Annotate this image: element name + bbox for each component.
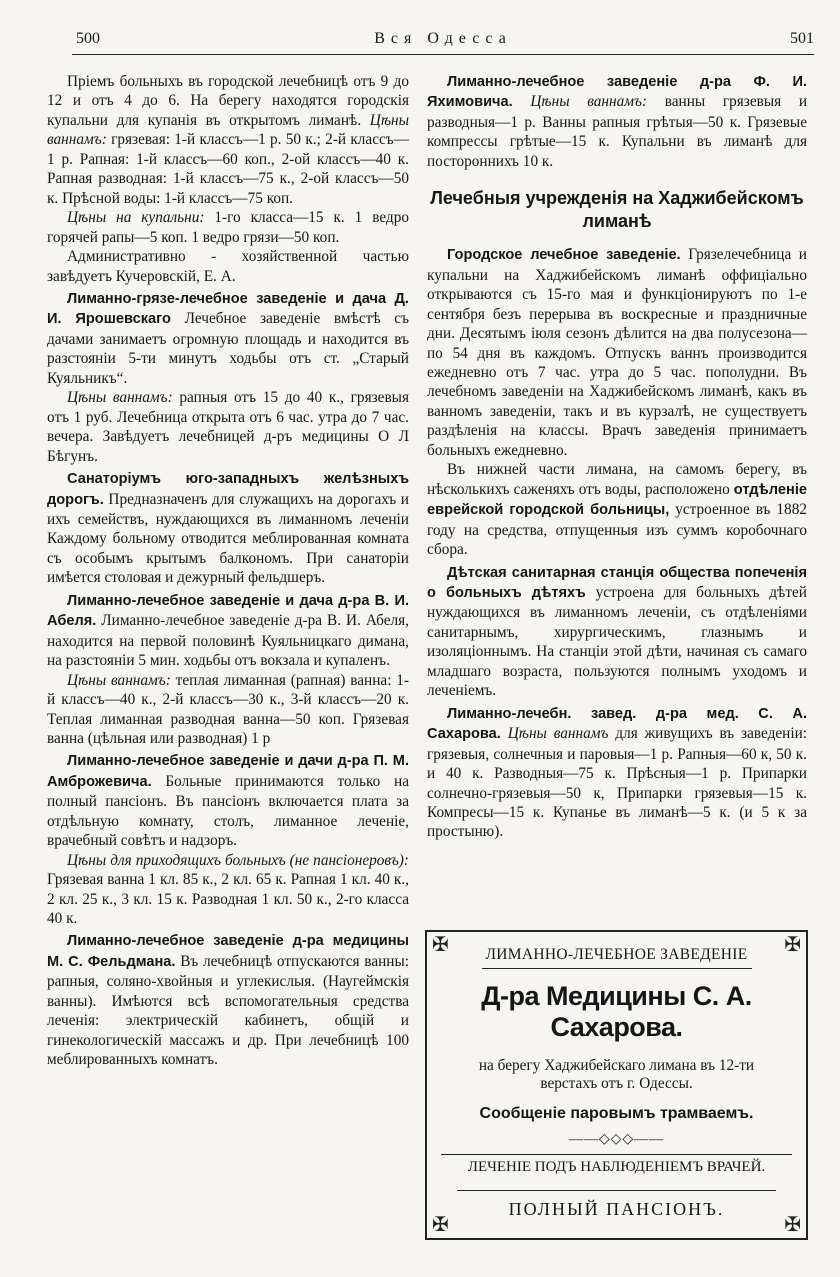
- entry-abel-prices: Цѣны ваннамъ: теплая лиманная (рапная) ванна: 1-й классъ—40 к., 2-й классъ—30 к., 3-й классъ—20 к. Теплая лиманная разводная ванна—50 коп. Грязевая ванна (цѣльная или разводная) 1 р: [47, 671, 410, 747]
- entry-ambrozhevich-prices: Цѣны для приходящихъ больныхъ (не пансіонеровъ): Грязевая ванна 1 кл. 85 к., 2 кл. 65 к. Рапная 1 кл. 40 к., 2 кл. 25 к., 3 кл. 15 к. Разводная 1 кл. 50 к., 2-го класса 40 к.: [47, 851, 409, 928]
- ad-headline: Д-ра Медицины С. А. Сахарова.: [481, 981, 752, 1042]
- entry-yakhimovich: Лиманно-лечебное заведеніе д-ра Ф. И. Яхимовича. Цѣны ваннамъ: ванны грязевыя и разводныя—1 р. Ванны рапныя грѣтыя—50 к. Грязевые компрессы грѣтые—15 к. Купальни въ лиманѣ для постороннихъ 10 к.: [427, 74, 808, 170]
- paragraph-admission: Пріемъ больныхъ въ городской лечебницѣ отъ 9 до 12 и отъ 4 до 6. На берегу находятся городскія купальни для купанія въ открытомъ лиманѣ. Цѣны ваннамъ: грязевая: 1-й классъ—1 р. 50 к.; 2-й классъ—1 р. Рапная: 1-й классъ—60 коп., 2-ой классъ—40 к. Рапная разводная: 1-й классъ—75 к., 2-ой классъ—50 к. Прѣсной воды: 1-й классъ—75 коп.: [47, 73, 409, 207]
- entry-title: Санаторіумъ юго-западныхъ желѣзныхъ дорогъ.: [47, 471, 409, 508]
- ornament-divider-icon: ——◇◇◇——: [568, 1132, 665, 1147]
- entry-sakharov: Лиманно-лечебн. завед. д-ра мед. С. А. Сахарова. Цѣны ваннамъ для живущихъ въ заведеніи: грязевыя, солнечныя и паровыя—1 р. Рапныя—60 к, 50 к. и 40 к. Разводныя—75 к. Прѣсныя—1 р. Припарки солнечно-грязевыя—50 к, Припарки грязевыя—15 к. Компресы—15 к. Купанье въ лиманѣ—5 к. (и 5 к за простыню).: [427, 705, 808, 841]
- corner-ornament-icon: ✠: [784, 1214, 801, 1236]
- ad-top-line: ЛИМАННО-ЛЕЧЕБНОЕ ЗАВЕДЕНІЕ: [482, 946, 752, 969]
- entry-feldman: Лиманно-лечебное заведеніе д-ра медицины М. С. Фельдмана. Въ лечебницѣ отпускаются ванны: рапныя, соляно-хвойныя и углекислыя. (Наугеймскія ванны). Имѣются всѣ вспомогательныя средства леченія: электрическій кабинетъ, общій и гинекологическій массажъ и др. При лечебницѣ 100 меблированныхъ комнатъ.: [47, 933, 410, 1069]
- entry-city-institution: Городское лечебное заведеніе. Грязелечебница и купальни на Хаджибейскомъ лиманѣ оффиціально открываются съ 15-го мая и функціонируютъ по 1-е сентября безъ перерыва въ воскресные и праздничные дни. Десятымъ іюля сезонъ дѣлится на два полусезона—по 54 дня въ каждомъ. Отпускъ ваннъ производится ежедневно отъ 7 час. утра до 5 час. пополудни. Въ лечебномъ заведеніи на Хаджибейскомъ лиманѣ, какъ въ ванномъ заведеніи, такъ и въ курзалѣ, не существуетъ раздѣленія на классы. Врачъ заведенія принимаетъ больныхъ ежедневно.: [427, 246, 807, 459]
- paragraph-bathhouse-prices: Цѣны на купальни: 1-го класса—15 к. 1 ведро горячей рапы—5 коп. 1 ведро грязи—50 коп.: [47, 209, 410, 246]
- entry-jewish-hospital: Въ нижней части лимана, на самомъ берегу, въ нѣсколькихъ саженяхъ отъ воды, расположено отдѣленіе еврейской городской больницы, устроенное въ 1882 году на средства, отпущенныя изъ суммъ коробочнаго сбора.: [427, 461, 807, 559]
- entry-title: Лиманно-лечебное заведеніе д-ра Ф. И. Яхимовича.: [427, 74, 807, 111]
- entry-title: Лиманно-лечебное заведеніе и дача д-ра В. И. Абеля.: [47, 592, 409, 630]
- entry-sanatorium: Санаторіумъ юго-западныхъ желѣзныхъ дорогъ. Предназначенъ для служащихъ на дорогахъ и ихъ семействъ, нуждающихся въ лиманномъ леченіи Каждому больному отводится меблированная комната съ особымъ крытымъ балкономъ. При санаторіи имѣется столовая и дежурный фельдшеръ.: [47, 471, 409, 587]
- paragraph-administration: Административно - хозяйственной частью завѣдуетъ Кучеровскій, Е. А.: [47, 248, 409, 285]
- entry-title: Лиманно-грязе-лечебное заведеніе и дача Д. И. Ярошевскаго: [47, 290, 409, 328]
- sakharov-advertisement: [425, 930, 808, 1240]
- ad-communication: Сообщеніе паровымъ трамваемъ.: [479, 1105, 754, 1122]
- page-header: [72, 30, 814, 55]
- entry-abel: Лиманно-лечебное заведеніе и дача д-ра В. И. Абеля. Лиманно-лечебное заведеніе д-ра В. И. Абеля, находится на первой половинѣ Куяльницкаго димана, на разстояніи 5 мин. ходьбы отъ вокзала и купаленъ.: [47, 592, 409, 670]
- page-number-left: 500: [76, 30, 100, 47]
- entry-title: Лиманно-лечебн. завед. д-ра мед. С. А. Сахарова.: [427, 705, 807, 743]
- entry-yaroshevsky: Лиманно-грязе-лечебное заведеніе и дача Д. И. Ярошевскаго Лечебное заведеніе вмѣстѣ съ дачами занимаетъ огромную площадь и находится въ разстояніи 5-ти минутъ ходьбы отъ ст. „Старый Куяльникъ“.: [47, 290, 409, 387]
- ad-treatment: ЛЕЧЕНІЕ ПОДЪ НАБЛЮДЕНІЕМЪ ВРАЧЕЙ.: [441, 1154, 792, 1176]
- entry-title: Дѣтская санитарная станція общества попеченія о больныхъ дѣтяхъ: [427, 564, 807, 601]
- section-heading: Лечебныя учрежденія на Хаджибейскомъ лиманѣ: [430, 188, 804, 232]
- left-column: [47, 72, 409, 1070]
- running-title: Вся Одесса: [374, 30, 512, 47]
- entry-yaroshevsky-prices: Цѣны ваннамъ: рапныя отъ 15 до 40 к., грязевыя отъ 1 руб. Лечебница открыта отъ 6 час. утра до 7 час. вечера. Завѣдуетъ лечебницей д-ръ медицины О Л Бѣгунъ.: [47, 389, 409, 465]
- entry-title: Городское лечебное заведеніе.: [447, 247, 681, 264]
- entry-title: Лиманно-лечебное заведеніе д-ра медицины М. С. Фельдмана.: [47, 933, 409, 970]
- ad-location: на берегу Хаджибейскаго лимана въ 12-ти верстахъ отъ г. Одессы.: [478, 1057, 755, 1092]
- entry-title: Лиманно-лечебное заведеніе и дачи д-ра П. М. Амброжевича.: [47, 753, 409, 790]
- entry-ambrozhevich: Лиманно-лечебное заведеніе и дачи д-ра П. М. Амброжевича. Больные принимаются только на полный пансіонъ. Въ пансіонъ включается плата за отдѣльную комнату, столъ, лиманное леченіе, врачебный совѣтъ и надзоръ.: [47, 753, 409, 850]
- page-number-right: 501: [790, 30, 814, 47]
- corner-ornament-icon: ✠: [432, 1214, 449, 1236]
- corner-ornament-icon: ✠: [432, 934, 449, 956]
- right-column: [427, 72, 807, 842]
- corner-ornament-icon: ✠: [784, 934, 801, 956]
- entry-childrens-station: Дѣтская санитарная станція общества попеченія о больныхъ дѣтяхъ устроена для больныхъ дѣтей нуждающихся въ лиманномъ леченіи, съ отдѣленіями санитарнымъ, хирургическимъ, глазнымъ и изоляціоннымъ. На станціи этой дѣти, начиная съ самаго младшаго возраста, пользуются полнымъ уходомъ и леченіемъ.: [427, 564, 807, 700]
- ad-full-board: ПОЛНЫЙ ПАНСІОНЪ.: [457, 1190, 776, 1220]
